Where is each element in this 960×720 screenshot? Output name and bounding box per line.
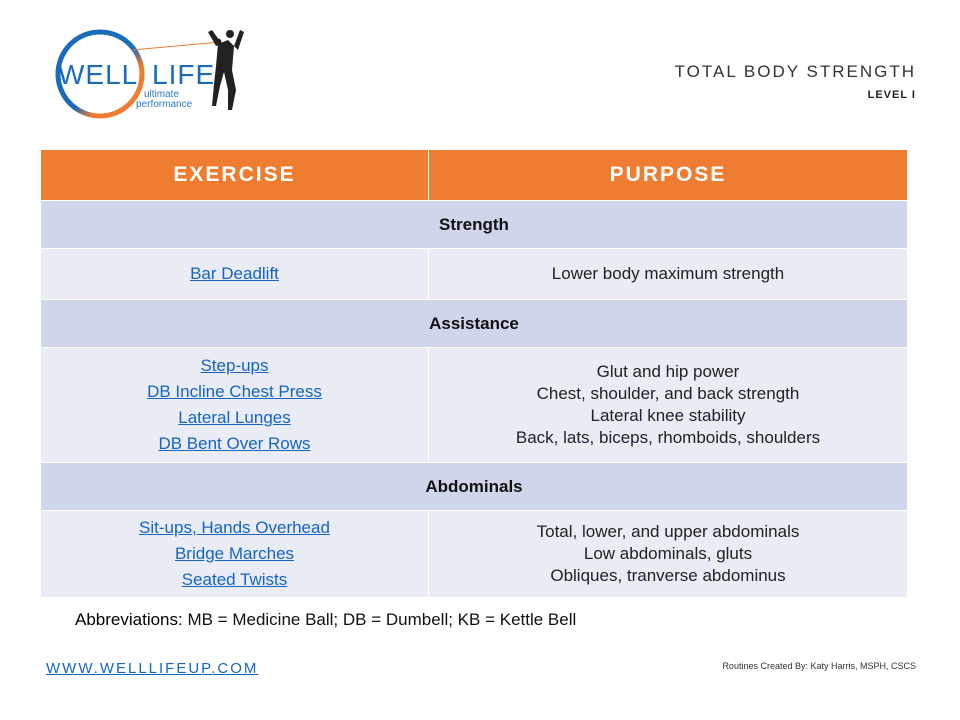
exercise-link[interactable]: DB Incline Chest Press [147,382,322,401]
abbreviations-label: Abbreviations: [75,610,183,629]
section-title-abdominals: Abdominals [41,463,908,511]
column-header-purpose: PURPOSE [429,150,908,201]
exercise-link[interactable]: Seated Twists [181,570,288,589]
logo-word-well: WELL [58,59,139,90]
purpose-cell [429,348,908,463]
website-link[interactable]: WWW.WELLLIFEUP.COM [46,660,259,677]
table-header-row [41,150,908,201]
section-title-strength: Strength [41,201,908,249]
column-header-exercise: EXERCISE [41,150,429,201]
purpose-text: Glut and hip power [596,362,740,381]
level-label: LEVEL I [867,89,916,101]
logo-tagline-1: ultimate [144,89,180,100]
purpose-text: Lateral knee stability [590,406,746,425]
section-title-assistance: Assistance [41,300,908,348]
exercise-link[interactable]: Sit-ups, Hands Overhead [139,518,330,537]
exercise-cell [41,249,429,300]
abbreviations-note [75,610,576,630]
purpose-cell [429,249,908,300]
table-row [41,348,908,463]
abbreviations-text: MB = Medicine Ball; DB = Dumbell; KB = Kettle Bell [182,610,577,629]
section-row [41,300,908,348]
purpose-text: Chest, shoulder, and back strength [536,384,800,403]
logo-tagline-2: performance [136,99,193,110]
purpose-cell [429,511,908,598]
section-row [41,463,908,511]
page-title: TOTAL BODY STRENGTH [674,62,916,81]
exercise-link[interactable]: Lateral Lunges [178,408,291,427]
exercise-link[interactable]: Step-ups [200,356,269,375]
logo-word-life: LIFE [152,59,216,90]
purpose-text: Low abdominals, gluts [583,544,753,563]
table-row [41,249,908,300]
exercise-link[interactable]: Bridge Marches [174,544,295,563]
exercise-cell [41,511,429,598]
exercise-cell [41,348,429,463]
welllife-logo [44,26,254,126]
purpose-text: Lower body maximum strength [551,264,785,283]
purpose-text: Obliques, tranverse abdominus [550,566,786,585]
table-row [41,511,908,598]
section-row [41,201,908,249]
exercise-link[interactable]: Bar Deadlift [190,264,279,283]
purpose-text: Total, lower, and upper abdominals [536,522,800,541]
exercise-link[interactable]: DB Bent Over Rows [158,434,311,453]
exercise-table [40,149,908,598]
author-credit: Routines Created By: Katy Harris, MSPH, CSCS [722,661,916,671]
purpose-text: Back, lats, biceps, rhomboids, shoulders [515,428,821,447]
